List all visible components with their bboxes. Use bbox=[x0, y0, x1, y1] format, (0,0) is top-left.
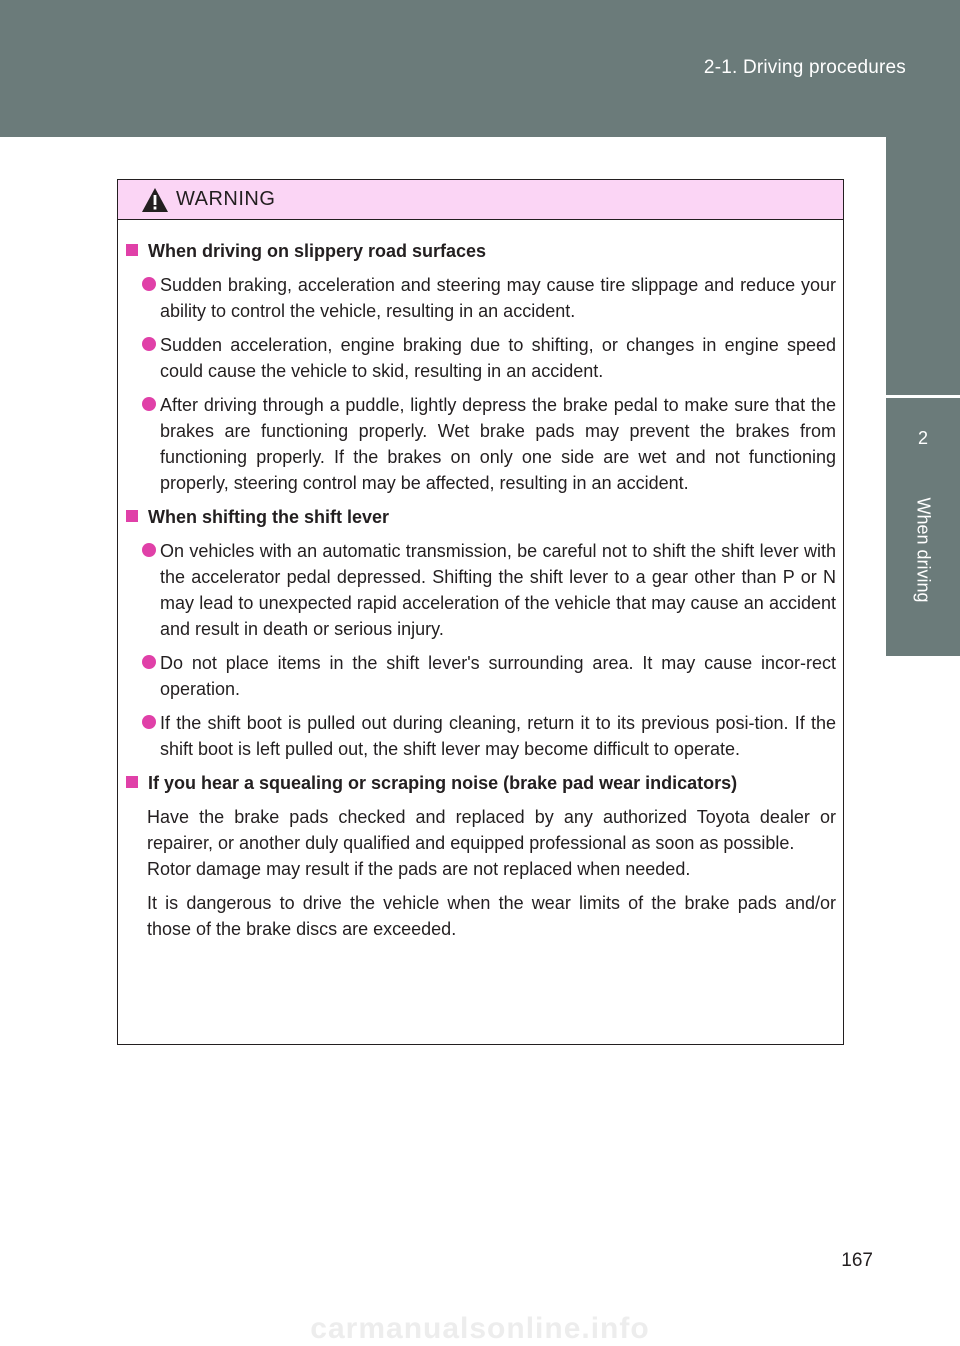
page-number: 167 bbox=[841, 1250, 873, 1271]
magenta-square-icon bbox=[126, 776, 138, 788]
bullet-item bbox=[126, 392, 836, 496]
magenta-dot-icon bbox=[142, 277, 156, 291]
magenta-dot-icon bbox=[142, 397, 156, 411]
magenta-square-icon bbox=[126, 510, 138, 522]
section-title: 2-1. Driving procedures bbox=[703, 57, 906, 78]
section-heading bbox=[126, 238, 836, 264]
bullet-text: If the shift boot is pulled out during cleaning, return it to its previous posi-tion. If the shift boot is left pulled out, the shift lever may become difficult to operate. bbox=[160, 713, 836, 759]
paragraph-text: It is dangerous to drive the vehicle when the wear limits of the brake pads and/or those of the brake discs are exceeded. bbox=[147, 893, 836, 939]
section-heading-text: If you hear a squealing or scraping noise (brake pad wear indicators) bbox=[148, 773, 738, 793]
chapter-number: 2 bbox=[917, 428, 928, 448]
section-heading bbox=[126, 504, 836, 530]
magenta-dot-icon bbox=[142, 337, 156, 351]
watermark: carmanualsonline.info bbox=[310, 1312, 650, 1345]
magenta-dot-icon bbox=[142, 715, 156, 729]
header-band bbox=[0, 0, 960, 137]
bullet-item bbox=[126, 332, 836, 384]
magenta-dot-icon bbox=[142, 655, 156, 669]
section-heading bbox=[126, 770, 836, 796]
paragraph-text: Rotor damage may result if the pads are not replaced when needed. bbox=[147, 859, 691, 879]
bullet-text: After driving through a puddle, lightly depress the brake pedal to make sure that the brakes are functioning properly. Wet brake pads may prevent the brakes from functioning properly. If the brakes on only one side are wet and not functioning properly, steering control may be affected, resulting in an accident. bbox=[160, 395, 836, 493]
bullet-text: Sudden acceleration, engine braking due to shifting, or changes in engine speed could cause the vehicle to skid, resulting in an accident. bbox=[160, 335, 836, 381]
bullet-item bbox=[126, 650, 836, 702]
warning-title: WARNING bbox=[176, 188, 276, 210]
magenta-dot-icon bbox=[142, 543, 156, 557]
bullet-item bbox=[126, 538, 836, 642]
paragraph bbox=[126, 804, 836, 882]
warning-header bbox=[118, 180, 843, 220]
magenta-square-icon bbox=[126, 244, 138, 256]
bullet-text: Do not place items in the shift lever's surrounding area. It may cause incor-rect operation. bbox=[160, 653, 836, 699]
bullet-text: Sudden braking, acceleration and steering may cause tire slippage and reduce your ability to control the vehicle, resulting in an accident. bbox=[160, 275, 836, 321]
section-heading-text: When driving on slippery road surfaces bbox=[148, 241, 487, 261]
paragraph bbox=[126, 890, 836, 942]
chapter-label: When driving bbox=[913, 497, 934, 603]
bullet-item bbox=[126, 272, 836, 324]
warning-box bbox=[117, 179, 844, 1045]
bullet-item bbox=[126, 710, 836, 762]
paragraph-text: Have the brake pads checked and replaced by any authorized Toyota dealer or repairer, or another duly qualified and equipped professional as soon as possible. bbox=[147, 807, 836, 853]
warning-triangle-icon bbox=[141, 187, 169, 213]
side-tab-spacer bbox=[886, 137, 960, 395]
bullet-text: On vehicles with an automatic transmission, be careful not to shift the shift lever with the accelerator pedal depressed. Shifting the shift lever to a gear other than P or N may lead to unexpected rapid acceleration of the vehicle that may cause an accident and result in death or serious injury. bbox=[160, 541, 836, 639]
chapter-tab bbox=[886, 398, 960, 656]
warning-body bbox=[118, 220, 843, 942]
section-heading-text: When shifting the shift lever bbox=[148, 507, 390, 527]
